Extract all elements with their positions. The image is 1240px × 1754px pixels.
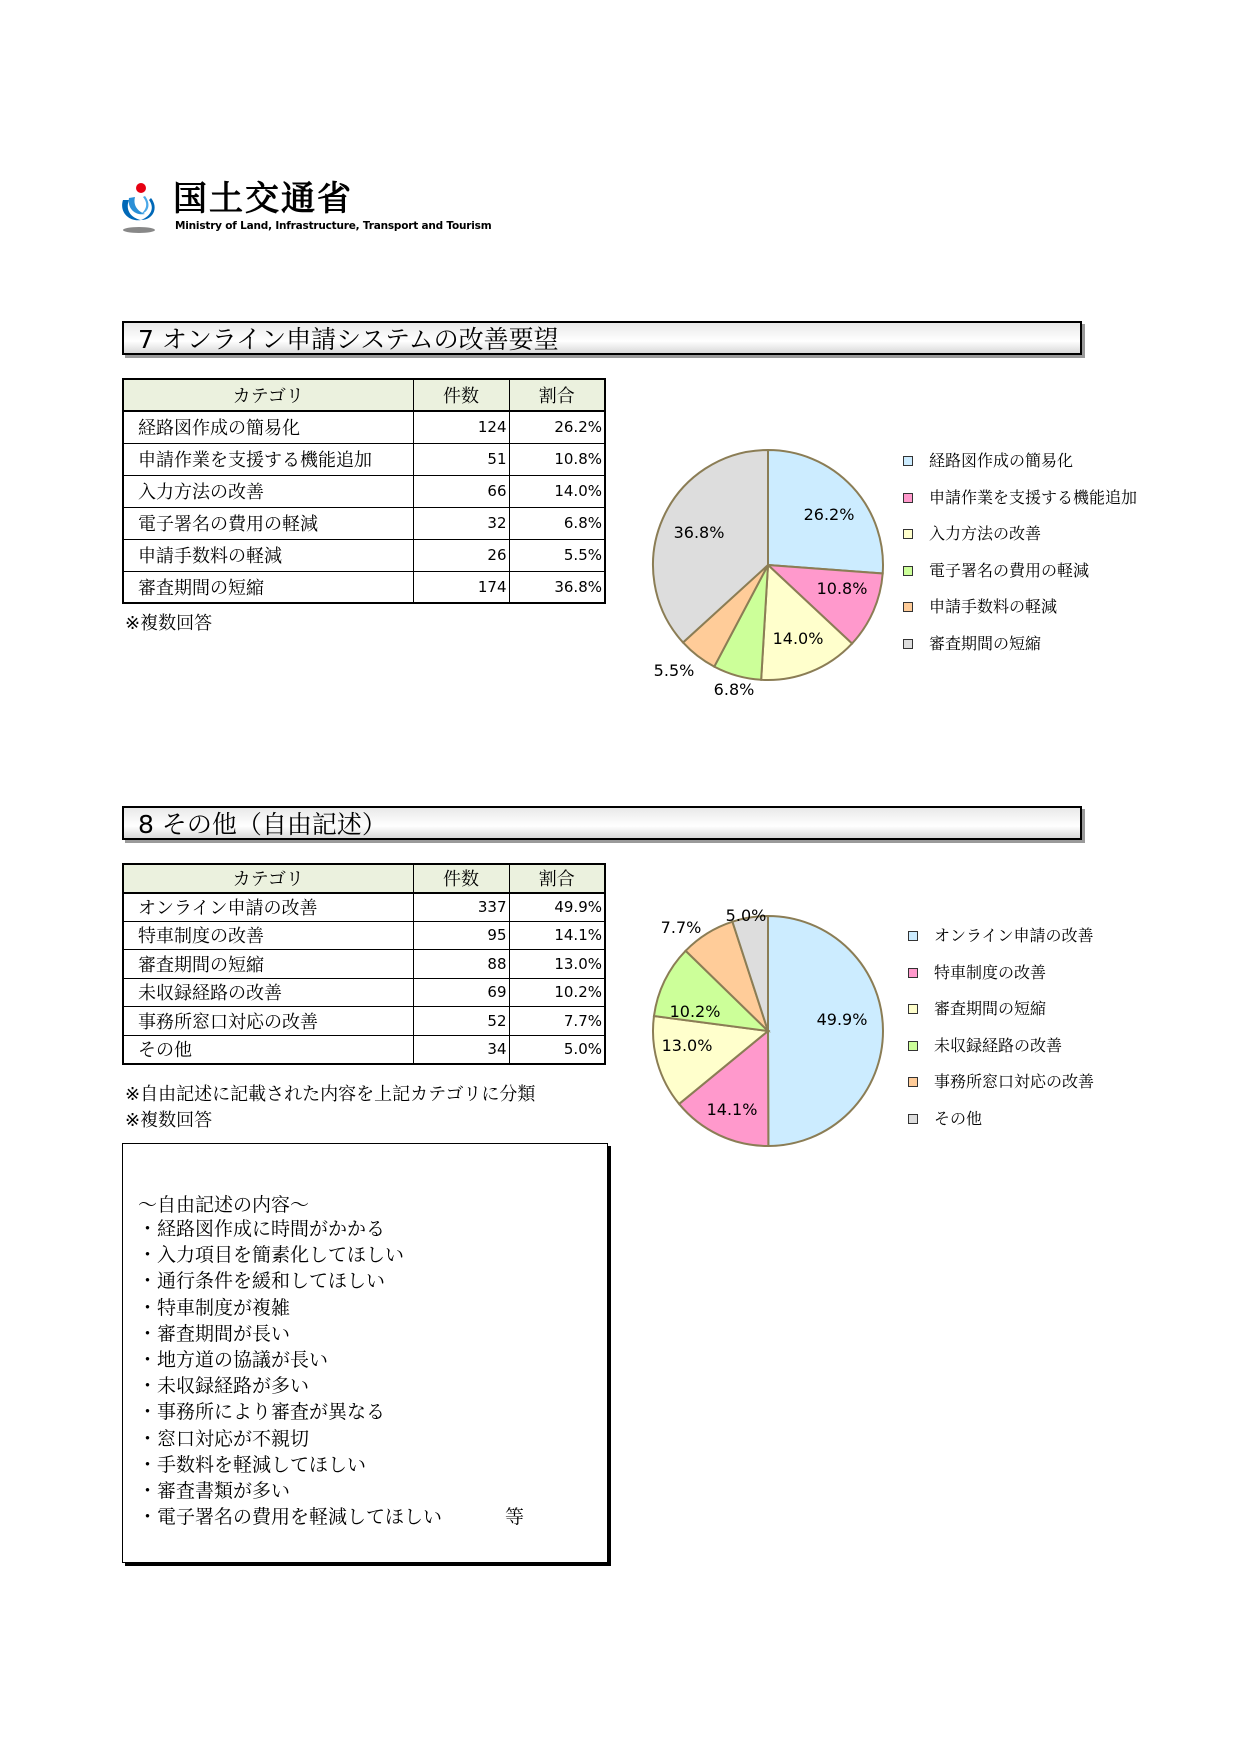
row-count: 337 [413,893,509,922]
row-category: 申請作業を支援する機能追加 [123,443,413,475]
legend-swatch [903,602,913,612]
legend-swatch [908,968,918,978]
legend-label: 電子署名の費用の軽減 [929,560,1090,580]
row-count: 95 [413,921,509,950]
section7-title: 7 オンライン申請システムの改善要望 [122,321,1082,355]
ministry-name-en: Ministry of Land, Infrastructure, Transport and Tourism [175,220,492,232]
row-count: 66 [413,475,509,507]
pie-slice-label: 6.8% [713,680,755,699]
row-ratio: 6.8% [509,507,605,539]
row-count: 88 [413,950,509,979]
list-item: ・特車制度が複雑 [138,1296,291,1319]
free-text-list [138,1216,442,1530]
row-category: その他 [123,1035,413,1064]
section8-title: 8 その他（自由記述） [122,806,1082,840]
legend-label: 特車制度の改善 [934,962,1047,982]
row-count: 52 [413,1007,509,1036]
legend-label: 事務所窓口対応の改善 [934,1072,1095,1091]
row-ratio: 49.9% [509,893,605,922]
section7-pie-chart [630,430,910,720]
pie-slice [768,916,883,1146]
table-row [123,1007,605,1036]
legend-label: オンライン申請の改善 [934,926,1094,945]
pie-slice-label: 5.0% [725,906,767,925]
row-ratio: 13.0% [509,950,605,979]
header-count: 件数 [413,379,509,411]
pie-slice-label: 10.8% [816,579,868,598]
row-ratio: 10.8% [509,443,605,475]
pie-slice-label: 5.5% [653,661,695,680]
table-header-row [123,864,605,893]
row-ratio: 36.8% [509,571,605,603]
table-row [123,507,605,539]
section7-note: ※複数回答 [125,613,213,634]
row-count: 32 [413,507,509,539]
list-item: ・審査書類が多い [138,1480,291,1503]
legend-swatch [903,566,913,576]
legend-swatch [908,1004,918,1014]
section8-note-multiple: ※複数回答 [125,1110,213,1131]
legend-label: 審査期間の短縮 [929,633,1042,653]
legend-swatch [908,1077,918,1087]
table-header-row [123,379,605,411]
free-text-suffix: 等 [505,1506,525,1528]
row-category: 電子署名の費用の軽減 [123,507,413,539]
list-item: ・電子署名の費用を軽減してほしい [138,1506,443,1529]
row-category: 審査期間の短縮 [123,950,413,979]
row-category: 入力方法の改善 [123,475,413,507]
pie-slice-label: 14.1% [706,1100,758,1119]
header-category: カテゴリ [123,864,413,893]
pie-slice-label: 7.7% [660,918,702,937]
row-ratio: 10.2% [509,978,605,1007]
pie-slice-label: 13.0% [661,1036,713,1055]
row-category: 申請手数料の軽減 [123,539,413,571]
table-row [123,978,605,1007]
section8-table [122,863,606,1065]
legend-label: 審査期間の短縮 [934,999,1047,1018]
table-row [123,921,605,950]
legend-label: 未収録経路の改善 [934,1035,1063,1055]
legend-swatch [908,1041,918,1051]
table-row [123,411,605,443]
header-ratio: 割合 [509,379,605,411]
row-count: 34 [413,1035,509,1064]
legend-swatch [903,456,913,466]
row-ratio: 7.7% [509,1007,605,1036]
free-text-heading: ～自由記述の内容～ [138,1194,310,1216]
header-ratio: 割合 [509,864,605,893]
pie-slice-label: 10.2% [669,1002,721,1021]
row-ratio: 5.0% [509,1035,605,1064]
section7-table [122,378,606,604]
legend-label: 申請手数料の軽減 [929,597,1058,616]
list-item: ・審査期間が長い [138,1322,291,1345]
pie-slice-label: 14.0% [772,629,824,648]
list-item: ・窓口対応が不親切 [138,1427,310,1450]
legend-swatch [903,493,913,503]
pie-slice-label: 49.9% [816,1010,868,1029]
row-ratio: 14.1% [509,921,605,950]
list-item: ・経路図作成に時間がかかる [138,1218,386,1240]
row-ratio: 5.5% [509,539,605,571]
row-category: 経路図作成の簡易化 [123,411,413,443]
free-text-box [122,1143,608,1563]
row-category: 未収録経路の改善 [123,978,413,1007]
row-category: 事務所窓口対応の改善 [123,1007,413,1036]
legend-swatch [908,1114,918,1124]
pie-slice-label: 36.8% [673,523,725,542]
list-item: ・地方道の協議が長い [138,1349,329,1372]
section8-pie-chart [630,890,910,1170]
row-category: 審査期間の短縮 [123,571,413,603]
row-count: 69 [413,978,509,1007]
header-category: カテゴリ [123,379,413,411]
table-row [123,475,605,507]
pie-slice-label: 26.2% [803,505,855,524]
row-category: オンライン申請の改善 [123,893,413,922]
list-item: ・手数料を軽減してほしい [138,1453,367,1476]
legend-label: 経路図作成の簡易化 [929,451,1074,470]
legend-swatch [908,931,918,941]
row-count: 124 [413,411,509,443]
ministry-emblem-icon [115,178,163,238]
legend-label: 申請作業を支援する機能追加 [929,487,1138,507]
list-item: ・入力項目を簡素化してほしい [138,1244,405,1267]
table-row [123,893,605,922]
row-ratio: 14.0% [509,475,605,507]
legend-swatch [903,529,913,539]
row-count: 174 [413,571,509,603]
ministry-logo [115,178,515,238]
list-item: ・通行条件を緩和してほしい [138,1270,386,1293]
list-item: ・未収録経路が多い [138,1375,310,1398]
table-row [123,571,605,603]
table-row [123,443,605,475]
row-category: 特車制度の改善 [123,921,413,950]
table-row [123,1035,605,1064]
legend-label: その他 [934,1108,983,1128]
row-count: 51 [413,443,509,475]
table-row [123,539,605,571]
row-ratio: 26.2% [509,411,605,443]
list-item: ・事務所により審査が異なる [138,1401,386,1424]
row-count: 26 [413,539,509,571]
table-row [123,950,605,979]
legend-label: 入力方法の改善 [929,524,1042,543]
header-count: 件数 [413,864,509,893]
section8-note-classification: ※自由記述に記載された内容を上記カテゴリに分類 [125,1084,536,1105]
legend-swatch [903,639,913,649]
ministry-name-jp: 国土交通省 [173,179,353,219]
